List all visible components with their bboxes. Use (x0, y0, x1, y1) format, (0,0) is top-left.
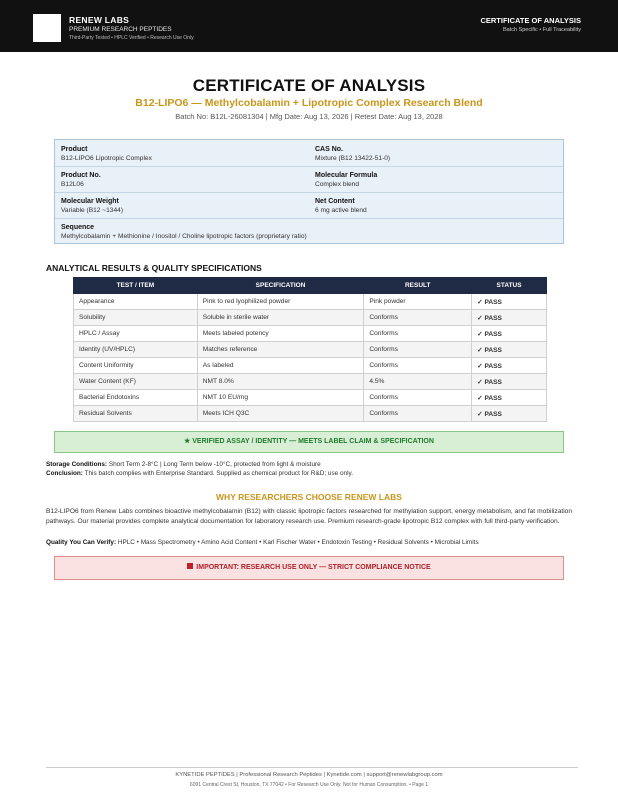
test-cell: Solubility (74, 310, 198, 326)
quality-label: Quality You Can Verify: (46, 539, 117, 546)
specification-cell: Meets labeled potency (197, 326, 364, 342)
status-cell: ✓ PASS (472, 342, 547, 358)
storage-value: Short Term 2-8°C | Long Term below -10°C, protected from light & moisture (108, 461, 321, 468)
quality-line (46, 539, 576, 546)
weight-label: Molecular Weight (61, 198, 119, 205)
product-no-value: B12L06 (61, 181, 84, 188)
product-no-label: Product No. (61, 172, 101, 179)
test-cell: Identity (UV/HPLC) (74, 342, 198, 358)
test-cell: Bacterial Endotoxins (74, 390, 198, 406)
status-cell: ✓ PASS (472, 406, 547, 422)
column-header-specification: SPECIFICATION (197, 278, 364, 294)
info-divider (55, 166, 563, 167)
net-content-label: Net Content (315, 198, 355, 205)
table-header-row (74, 278, 547, 294)
product-field (61, 145, 152, 164)
specification-cell: As labeled (197, 358, 364, 374)
warning-square-icon (187, 563, 193, 569)
brand-tags: Third-Party Tested • HPLC Verified • Research Use Only (69, 35, 194, 41)
specification-cell: Soluble in sterile water (197, 310, 364, 326)
important-text: IMPORTANT: RESEARCH USE ONLY — STRICT COMPLIANCE NOTICE (196, 564, 431, 571)
test-cell: HPLC / Assay (74, 326, 198, 342)
table-row (74, 406, 547, 422)
footer-address: 6091 Central Crest St, Houston, TX 77042 • For Research Use Only. Not for Human Consumption. • Page 1 (189, 782, 429, 788)
specification-cell: Matches reference (197, 342, 364, 358)
storage-line (46, 460, 576, 469)
doc-type: CERTIFICATE OF ANALYSIS (480, 16, 581, 25)
column-header-status: STATUS (472, 278, 547, 294)
table-row (74, 326, 547, 342)
status-cell: ✓ PASS (472, 390, 547, 406)
test-cell: Water Content (KF) (74, 374, 198, 390)
result-cell: 4.5% (364, 374, 472, 390)
info-divider (55, 192, 563, 193)
footer-contact: KYNETIDE PEPTIDES | Professional Research Peptides | Kynetide.com | support@renewlabgroup.com (175, 772, 443, 778)
product-subtitle: B12-LIPO6 — Methylcobalamin + Lipotropic Complex Research Blend (135, 97, 483, 109)
product-value: B12-LIPO6 Lipotropic Complex (61, 155, 152, 162)
storage-block (46, 460, 576, 478)
weight-field (61, 197, 123, 216)
conclusion-label: Conclusion: (46, 470, 83, 477)
table-row (74, 310, 547, 326)
test-cell: Appearance (74, 294, 198, 310)
weight-value: Variable (B12 ~1344) (61, 207, 124, 214)
formula-value: Complex blend (315, 181, 359, 188)
important-notice (54, 556, 564, 580)
storage-label: Storage Conditions: (46, 461, 108, 468)
doc-type-block (480, 16, 581, 35)
brand-subtitle: PREMIUM RESEARCH PEPTIDES (69, 26, 172, 33)
sequence-value: Methylcobalamin + Methionine / Inositol / Choline lipotropic factors (proprietary ratio) (61, 233, 307, 240)
brand-logo (33, 14, 61, 42)
product-no-field (61, 171, 101, 190)
cas-label: CAS No. (315, 146, 343, 153)
column-header-result: RESULT (364, 278, 472, 294)
test-cell: Residual Solvents (74, 406, 198, 422)
status-cell: ✓ PASS (472, 294, 547, 310)
product-info-box (54, 139, 564, 244)
formula-label: Molecular Formula (315, 172, 378, 179)
sequence-field (61, 223, 307, 242)
cas-value: Mixture (B12 13422-51-0) (315, 155, 391, 162)
specification-cell: Pink to red lyophilized powder (197, 294, 364, 310)
conclusion-value: This batch complies with Enterprise Standard. Supplied as chemical product for R&D; use only. (84, 470, 354, 477)
specification-cell: NMT 8.0% (197, 374, 364, 390)
table-row (74, 358, 547, 374)
sequence-label: Sequence (61, 224, 95, 231)
result-cell: Conforms (364, 406, 472, 422)
table-row (74, 342, 547, 358)
table-row (74, 374, 547, 390)
table-row (74, 294, 547, 310)
brand-block (69, 15, 194, 42)
status-cell: ✓ PASS (472, 310, 547, 326)
formula-field (315, 171, 377, 190)
specification-cell: NMT 10 EU/mg (197, 390, 364, 406)
quality-value: HPLC • Mass Spectrometry • Amino Acid Content • Karl Fischer Water • Endotoxin Testing • Residual Solvents • Microbial Limits (117, 539, 479, 546)
column-header-test: TEST / ITEM (74, 278, 198, 294)
status-cell: ✓ PASS (472, 326, 547, 342)
why-heading: WHY RESEARCHERS CHOOSE RENEW LABS (216, 492, 402, 502)
specification-cell: Meets ICH Q3C (197, 406, 364, 422)
why-paragraph: B12-LIPO6 from Renew Labs combines bioactive methylcobalamin (B12) with classic lipotropic factors researched for methylation support, energy metabolism, and fat mobilization pathways. Our material provides complete analytical documentation for laboratory research use. Premium research-grade lipotropic B12 complex with full third-party verification. (46, 508, 572, 525)
result-cell: Conforms (364, 358, 472, 374)
net-content-value: 6 mg active blend (315, 207, 367, 214)
result-cell: Conforms (364, 310, 472, 326)
result-cell: Conforms (364, 390, 472, 406)
results-heading: ANALYTICAL RESULTS & QUALITY SPECIFICATIONS (46, 263, 262, 273)
result-cell: Pink powder (364, 294, 472, 310)
page-title: CERTIFICATE OF ANALYSIS (192, 76, 426, 95)
brand-name: RENEW LABS (69, 15, 130, 25)
status-cell: ✓ PASS (472, 374, 547, 390)
verified-banner: ★ VERIFIED ASSAY / IDENTITY — MEETS LABEL CLAIM & SPECIFICATION (54, 431, 564, 453)
header-bar (0, 0, 618, 52)
test-cell: Content Uniformity (74, 358, 198, 374)
doc-type-sub: Batch Specific • Full Traceability (502, 27, 581, 33)
info-divider (55, 218, 563, 219)
conclusion-line (46, 469, 576, 478)
status-cell: ✓ PASS (472, 358, 547, 374)
table-row (74, 390, 547, 406)
net-content-field (315, 197, 367, 216)
footer-divider (46, 767, 578, 768)
product-label: Product (61, 146, 88, 153)
results-table (73, 277, 547, 422)
cas-field (315, 145, 390, 164)
result-cell: Conforms (364, 326, 472, 342)
result-cell: Conforms (364, 342, 472, 358)
batch-line: Batch No: B12L-26081304 | Mfg Date: Aug 13, 2026 | Retest Date: Aug 13, 2028 (175, 112, 443, 121)
